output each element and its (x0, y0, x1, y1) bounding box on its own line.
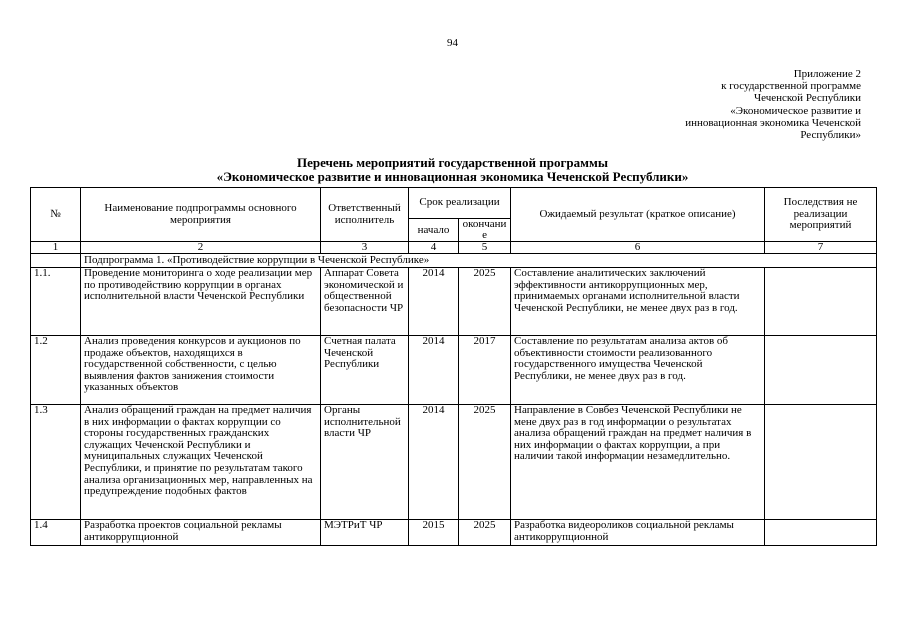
row-start: 2015 (409, 520, 459, 546)
row-result (511, 268, 765, 336)
column-number: 6 (511, 242, 765, 254)
row-num: 1.2 (31, 336, 81, 405)
table-row (31, 520, 877, 546)
row-name (81, 405, 321, 520)
row-end: 2025 (459, 405, 511, 520)
header-start: начало (409, 219, 459, 242)
row-name (81, 336, 321, 405)
document-title-line: Перечень мероприятий государственной программы (296, 155, 609, 170)
row-result (511, 336, 765, 405)
row-result-text: Разработка видеороликов социальной рекламы антикоррупционной (514, 520, 734, 543)
row-num: 1.4 (31, 520, 81, 546)
column-number-row (31, 242, 877, 254)
header-result: Ожидаемый результат (краткое описание) (511, 188, 765, 242)
row-result (511, 520, 765, 546)
subprogram-row (31, 254, 877, 268)
row-result (511, 405, 765, 520)
row-consequences (765, 405, 877, 520)
header-num: № (31, 188, 81, 242)
column-number: 7 (765, 242, 877, 254)
appendix-line: к государственной программе (721, 80, 861, 93)
row-start: 2014 (409, 268, 459, 336)
page-number: 94 (447, 37, 458, 49)
row-result-text: Составление по результатам анализа актов об объективности стоимости реализованного государственного имущества Чеченской Республики, не менее двух раз в год. (514, 336, 728, 382)
column-number: 2 (81, 242, 321, 254)
row-end: 2025 (459, 520, 511, 546)
table-row (31, 336, 877, 405)
column-number: 5 (459, 242, 511, 254)
row-executor (321, 268, 409, 336)
appendix-line: инновационная экономика Чеченской (685, 116, 861, 129)
table-row (31, 405, 877, 520)
column-number: 1 (31, 242, 81, 254)
appendix-line: Приложение 2 (793, 68, 861, 80)
row-num: 1.3 (31, 405, 81, 520)
row-consequences (765, 268, 877, 336)
column-number: 3 (321, 242, 409, 254)
appendix-line: Чеченской Республики (753, 92, 861, 105)
subprogram-title: Подпрограмма 1. «Противодействие коррупции в Чеченской Республике» (81, 254, 877, 268)
row-name-text: Проведение мониторинга о ходе реализации мер по противодействию коррупции в органах исполнительной власти Чеченской Республики (84, 268, 313, 303)
column-number: 4 (409, 242, 459, 254)
row-start: 2014 (409, 336, 459, 405)
appendix-note (685, 68, 861, 141)
row-result-text: Составление аналитических заключений эффективности антикоррупционных мер, принимаемых органами исполнительной власти Чеченской Республики, не менее двух раз в год. (514, 268, 740, 314)
table-header-row (31, 188, 877, 219)
appendix-line: «Экономическое развитие и (730, 104, 861, 117)
header-consequences: Последствия не реализации мероприятий (765, 188, 877, 242)
row-num: 1.1. (31, 268, 81, 336)
row-consequences (765, 336, 877, 405)
row-end: 2017 (459, 336, 511, 405)
measures-table (30, 187, 877, 546)
header-executor: Ответственный исполнитель (321, 188, 409, 242)
row-name-text: Анализ обращений граждан на предмет наличия в них информации о фактах коррупции со стороны государственных гражданских служащих Чеченской Республики и муниципальных служащих Чеченской Республики, и принятие по результатам такого анализа организационных мер, направленных на предупреждение подобных фактов (84, 405, 313, 498)
row-result-text: Направление в Совбез Чеченской Республики не мене двух раз в год информации о результатах анализа обращений граждан на предмет наличия в них информации о фактах коррупции, а при наличии такой информации незамедлительно. (514, 405, 752, 463)
appendix-line: Республики» (800, 129, 861, 142)
document-title (0, 156, 905, 183)
header-term: Срок реализации (409, 188, 511, 219)
row-name-text: Анализ проведения конкурсов и аукционов по продаже объектов, находящихся в государственной собственности, с целью выявления фактов занижения стоимости указанных объектов (84, 336, 301, 394)
row-executor-text: Счетная палата Чеченской Республики (324, 336, 396, 371)
row-executor-text: МЭТРиТ ЧР (324, 520, 383, 531)
row-consequences (765, 520, 877, 546)
row-executor (321, 405, 409, 520)
row-executor-text: Органы исполнительной власти ЧР (324, 405, 401, 440)
row-executor (321, 336, 409, 405)
row-start: 2014 (409, 405, 459, 520)
row-end: 2025 (459, 268, 511, 336)
row-executor-text: Аппарат Совета экономической и общественной безопасности ЧР (324, 268, 404, 314)
row-name-text: Разработка проектов социальной рекламы антикоррупционной (84, 520, 282, 543)
header-end: окончание (459, 219, 511, 242)
row-name (81, 268, 321, 336)
row-executor (321, 520, 409, 546)
subprogram-num-cell (31, 254, 81, 268)
row-name (81, 520, 321, 546)
document-title-line: «Экономическое развитие и инновационная экономика Чеченской Республики» (216, 168, 689, 184)
header-name: Наименование подпрограммы основного мероприятия (81, 188, 321, 242)
table-row (31, 268, 877, 336)
